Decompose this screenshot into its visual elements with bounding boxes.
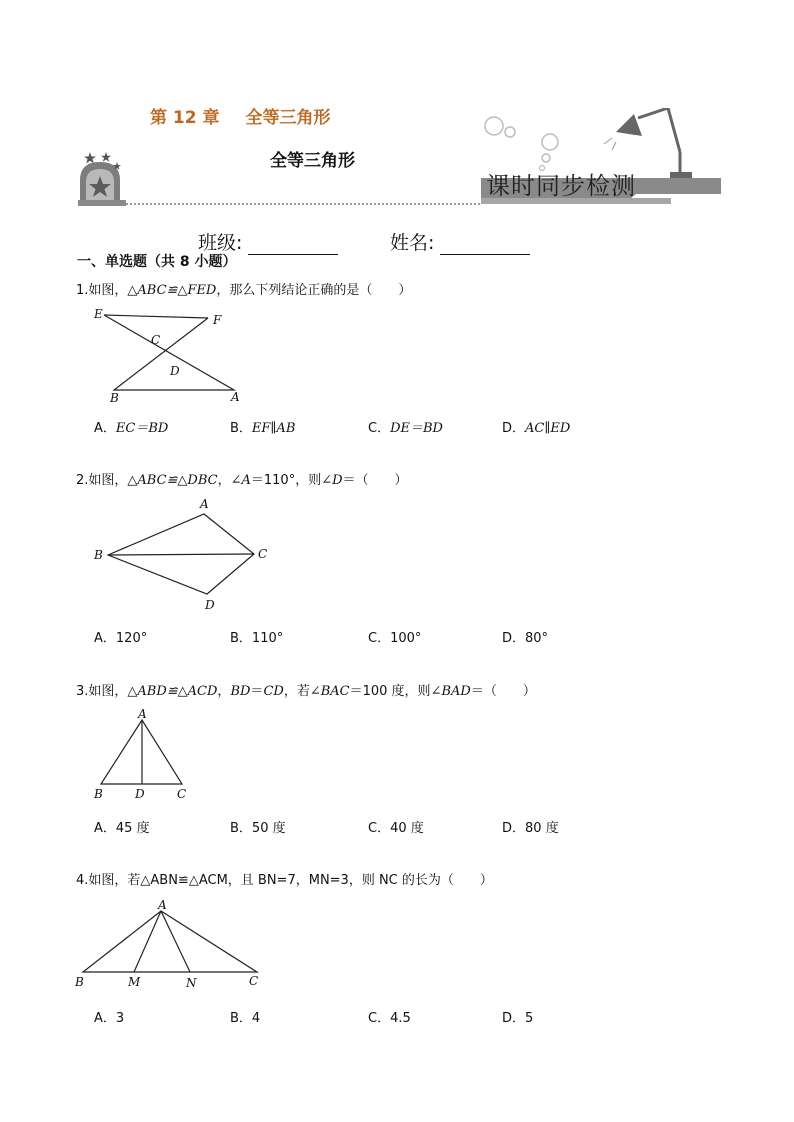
label-B: B [94,787,103,801]
question-3-option-d[interactable]: D．80 度 [502,821,559,836]
question-4-figure [72,896,272,994]
question-3-option-a[interactable]: A．45 度 [94,821,150,836]
label-A: A [231,390,240,404]
question-4-option-c[interactable]: C．4.5 [368,1011,411,1026]
label-C: C [151,333,161,347]
question-2-option-b[interactable]: B．110° [230,631,284,646]
question-4-option-a[interactable]: A．3 [94,1011,125,1026]
label-D: D [135,787,145,801]
label-B: B [94,548,103,562]
question-1-option-c[interactable]: C．DE＝BD [368,421,443,436]
lesson-title: 全等三角形 [270,151,355,171]
label-D: D [205,598,215,612]
star-badge-icon [78,152,126,206]
question-2-figure [90,496,280,616]
question-1-stem: 1.如图，△ABC≌△FED，那么下列结论正确的是（ ） [76,283,412,298]
label-C: C [177,787,187,801]
question-1-option-b[interactable]: B．EF∥AB [230,421,296,436]
section-title: 一、单选题（共 8 小题） [77,254,237,270]
question-4-option-b[interactable]: B．4 [230,1011,261,1026]
label-C: C [249,974,259,988]
chapter-title: 全等三角形 [245,108,331,128]
question-4-stem: 4.如图，若△ABN≌△ACM，且 BN=7，MN=3，则 NC 的长为（ ） [76,873,493,888]
label-N: N [186,976,197,990]
label-D: D [170,364,180,378]
label-A: A [138,707,147,721]
label-B: B [110,391,119,405]
bubble-icon [485,117,558,171]
question-1-option-d[interactable]: D．AC∥ED [502,421,571,436]
banner-label: 课时同步检测 [486,172,636,200]
question-2-stem: 2.如图，△ABC≌△DBC，∠A＝110°，则∠D＝（ ） [76,473,408,488]
name-label: 姓名: [390,232,435,254]
question-3-option-b[interactable]: B．50 度 [230,821,286,836]
question-1-figure [86,302,256,406]
question-1-option-a[interactable]: A．EC＝BD [94,421,169,436]
label-A: A [158,898,167,912]
question-2-option-a[interactable]: A．120° [94,631,148,646]
question-4-option-d[interactable]: D．5 [502,1011,534,1026]
class-label: 班级: [198,232,243,254]
label-F: F [213,313,222,327]
name-field [390,228,530,255]
class-blank[interactable] [248,234,338,255]
label-B: B [75,975,84,989]
question-3-figure [88,706,198,804]
label-M: M [128,975,141,989]
chapter-number: 第 12 章 [150,108,220,128]
label-C: C [258,547,268,561]
label-E: E [94,307,103,321]
name-blank[interactable] [440,234,530,255]
question-3-stem: 3.如图，△ABD≌△ACD，BD＝CD，若∠BAC＝100 度，则∠BAD＝（ ） [76,684,536,699]
question-2-option-c[interactable]: C．100° [368,631,422,646]
question-3-option-c[interactable]: C．40 度 [368,821,424,836]
question-2-option-d[interactable]: D．80° [502,631,549,646]
label-A: A [200,497,209,511]
